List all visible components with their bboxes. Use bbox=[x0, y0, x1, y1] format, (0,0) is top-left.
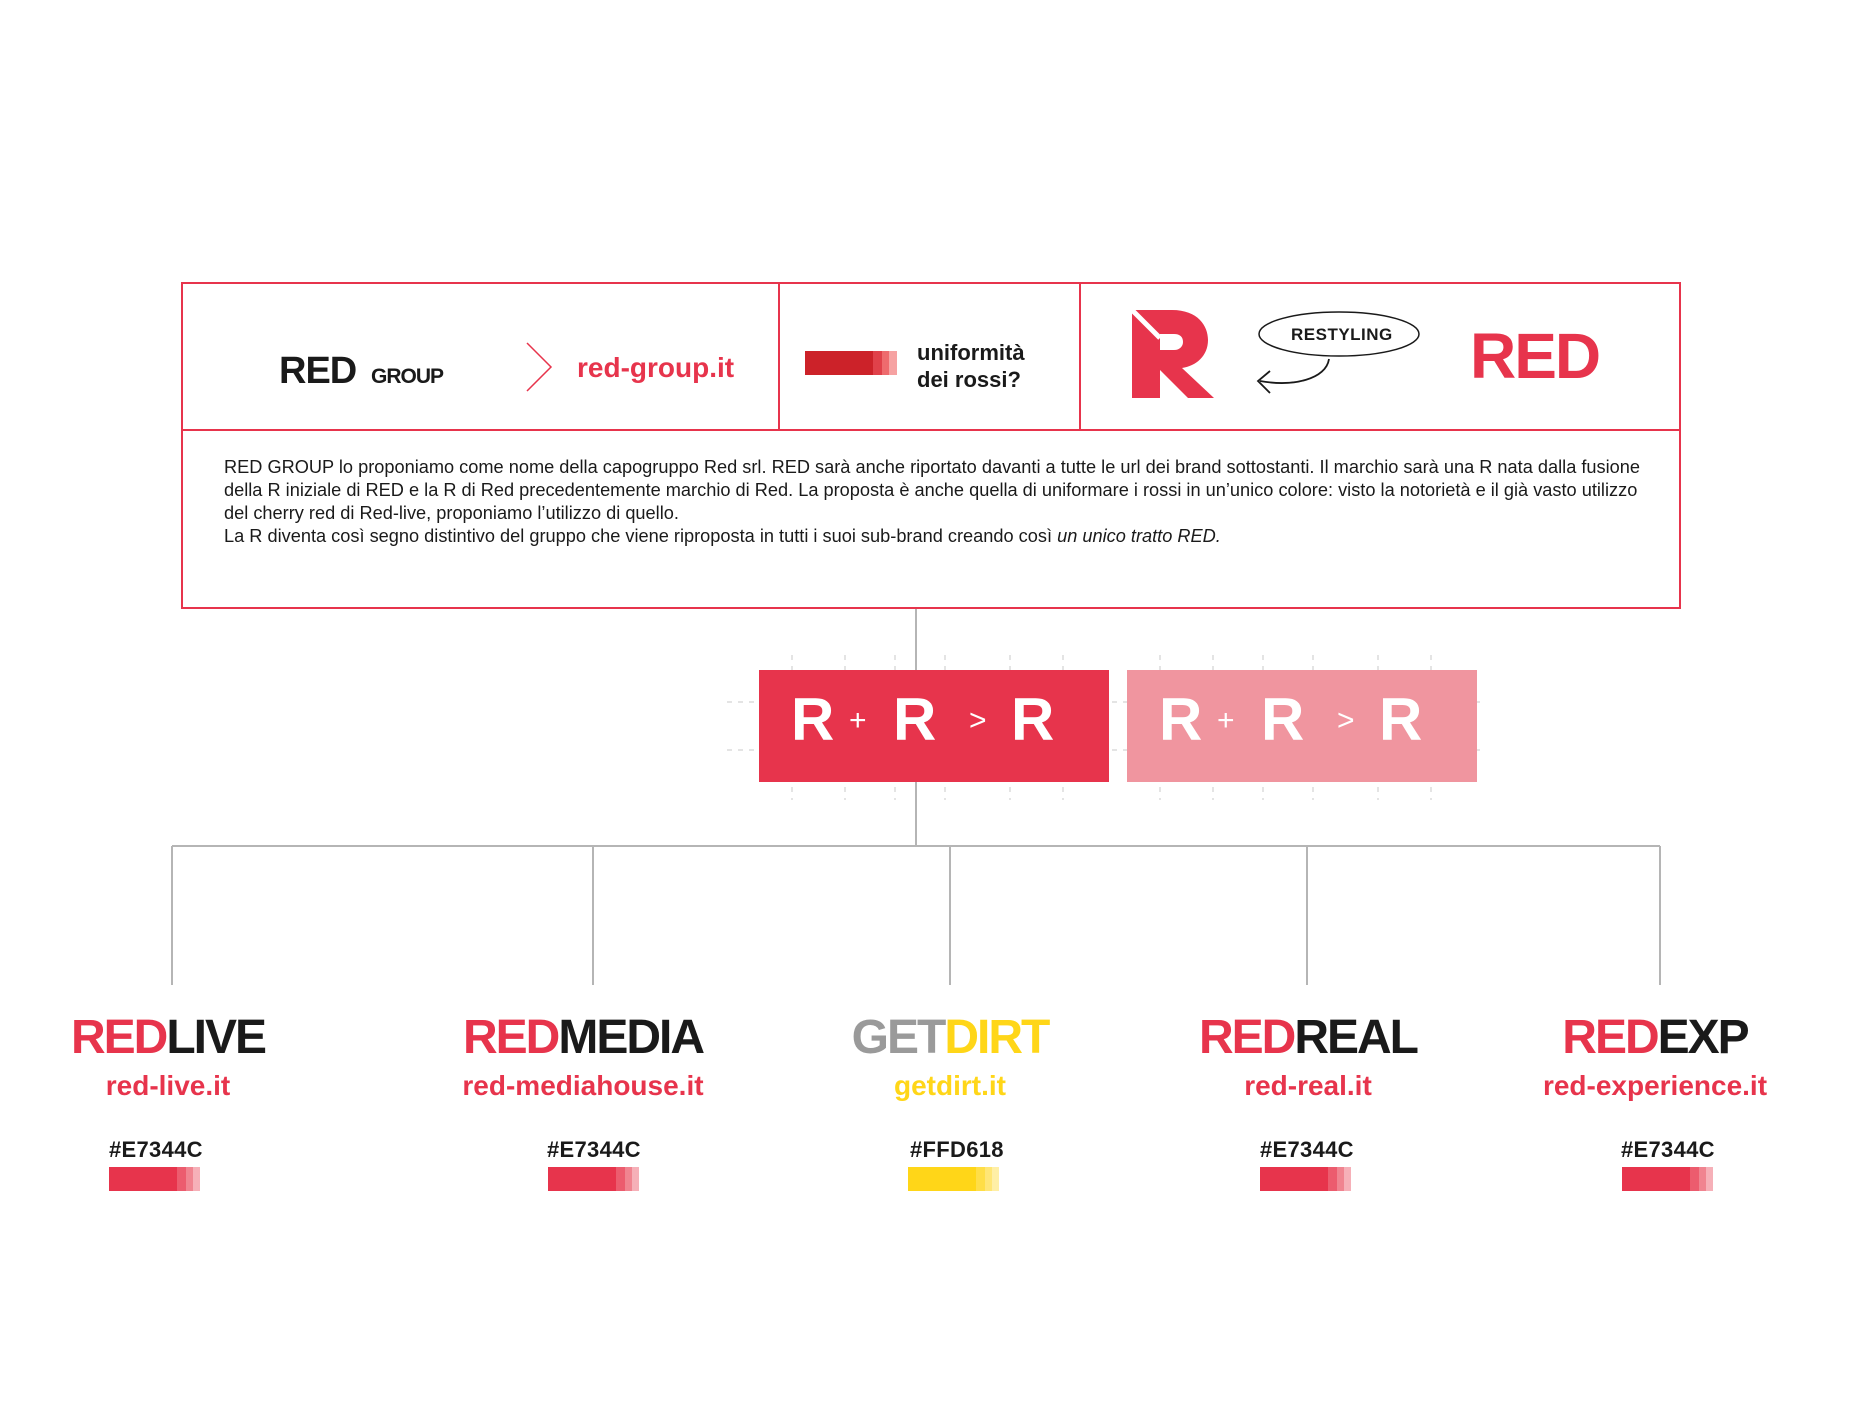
r-letter: R bbox=[1379, 686, 1423, 753]
chevron-right-icon: > bbox=[969, 704, 987, 737]
brand-url: getdirt.it bbox=[894, 1070, 1006, 1101]
brand-redreal bbox=[1148, 1011, 1468, 1101]
color-swatch bbox=[1622, 1167, 1713, 1191]
brand-suffix: DIRT bbox=[944, 1011, 1049, 1064]
r-letter: R bbox=[893, 686, 937, 753]
brand-hex-code: #E7344C bbox=[1621, 1137, 1715, 1162]
uniformity-line-1: uniformità bbox=[917, 340, 1025, 365]
restyling-label: RESTYLING bbox=[1291, 325, 1393, 344]
brand-suffix: MEDIA bbox=[558, 1011, 703, 1064]
r-letter: R bbox=[791, 686, 835, 753]
brand-logo bbox=[423, 1011, 743, 1064]
brand-logo bbox=[1148, 1011, 1468, 1064]
brand-url: red-mediahouse.it bbox=[462, 1070, 704, 1101]
color-swatch bbox=[548, 1167, 639, 1191]
plus-icon: + bbox=[849, 704, 867, 737]
r-letter: R bbox=[1011, 686, 1055, 753]
description-p2-text: La R diventa così segno distintivo del gruppo che viene riproposta in tutti i suoi sub-brand creando così bbox=[224, 526, 1058, 546]
r-letter: R bbox=[1261, 686, 1305, 753]
brand-prefix: GET bbox=[851, 1011, 945, 1064]
brand-logo bbox=[1495, 1011, 1815, 1064]
brand-hex-code: #E7344C bbox=[547, 1137, 641, 1162]
red-group-logo-sub: GROUP bbox=[371, 365, 444, 388]
brand-prefix: RED bbox=[1198, 1011, 1295, 1064]
brand-redexp bbox=[1495, 1011, 1815, 1101]
brand-prefix: RED bbox=[70, 1011, 167, 1064]
brand-suffix: LIVE bbox=[166, 1011, 266, 1064]
brand-getdirt bbox=[790, 1011, 1110, 1101]
brand-url: red-experience.it bbox=[1542, 1070, 1768, 1101]
color-swatch bbox=[109, 1167, 200, 1191]
brand-suffix: EXP bbox=[1657, 1011, 1748, 1064]
brand-logo bbox=[8, 1011, 328, 1064]
r-formula-panel bbox=[759, 670, 1109, 782]
brand-hex-code: #E7344C bbox=[1260, 1137, 1354, 1162]
r-formula-panel-light bbox=[1127, 670, 1477, 782]
uniformity-line-2: dei rossi? bbox=[917, 367, 1021, 392]
description-p2-italic: un unico tratto RED. bbox=[1057, 526, 1221, 546]
brand-prefix: RED bbox=[462, 1011, 559, 1064]
brand-redlive bbox=[8, 1011, 328, 1101]
color-swatch bbox=[908, 1167, 999, 1191]
brand-hex-code: #E7344C bbox=[109, 1137, 203, 1162]
chevron-right-icon: > bbox=[1337, 704, 1355, 737]
brand-prefix: RED bbox=[1562, 1011, 1658, 1064]
brand-url: red-real.it bbox=[1244, 1070, 1372, 1101]
brand-url: red-live.it bbox=[105, 1070, 231, 1101]
r-letter: R bbox=[1159, 686, 1203, 753]
red-group-logo: RED bbox=[279, 350, 357, 392]
brand-hex-code: #FFD618 bbox=[910, 1137, 1004, 1162]
brand-logo bbox=[790, 1011, 1110, 1064]
color-swatch bbox=[1260, 1167, 1351, 1191]
description-paragraph-1: RED GROUP lo proponiamo come nome della capogruppo Red srl. RED sarà anche riportato davanti a tutte le url dei brand sottostanti. Il marchio sarà una R nata dalla fusione della R iniziale di RED e la R di Red precedentemente marchio di Red. La proposta è anche quella di uniformare i rossi in un’unico colore: visto la notorietà e il già vasto utilizzo del cherry red di Red-live, proponiamo l’utilizzo di quello. bbox=[224, 457, 1641, 523]
brand-suffix: REAL bbox=[1294, 1011, 1417, 1064]
red-group-url: red-group.it bbox=[577, 352, 735, 383]
plus-icon: + bbox=[1217, 704, 1235, 737]
brand-redmedia bbox=[423, 1011, 743, 1101]
red-logo: RED bbox=[1470, 320, 1600, 392]
